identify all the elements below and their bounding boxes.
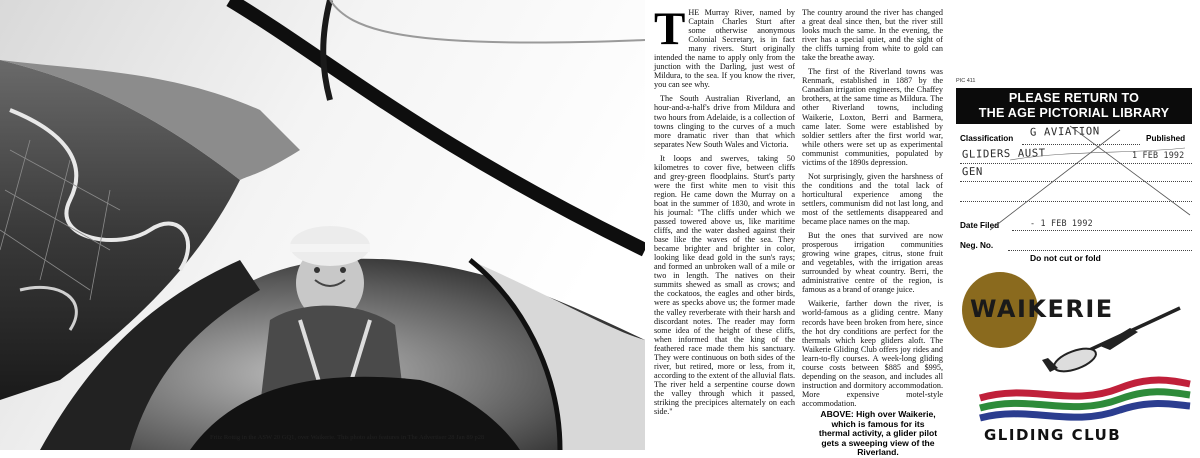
- article-paragraph: Waikerie, farther down the river, is world-famous as a gliding centre. Many records have been broken from here, since the hot dry conditions are perfect for the thermals which keep gliders aloft. The Waikerie Gliding Club offers joy rides and learn-to-fly courses. A week-long gliding course costs between $885 and $995, depending on the season, and includes all instruction and dormitory accommodation. More expensive motel-style accommodation.: [802, 299, 943, 408]
- drop-cap: T: [654, 3, 686, 55]
- published-label: Published: [1146, 134, 1186, 143]
- article-paragraph: But the ones that survived are now prosperous irrigation communities growing wine grapes, citrus, stone fruit and vegetables, with the irrigation areas surrounded by wheat country. Berri, the administrative centre of the region, is famous as a brand of orange juice.: [802, 231, 943, 295]
- article-text: HE Murray River, named by Captain Charles Sturt after some otherwise anonymous Colonial Secretary, is in fact many rivers. Sturt originally intended the name to apply only from the junction with the Darling, just west of Mildura, to the sea. If you know the river, you can see why.: [654, 8, 795, 90]
- published-stamp: 1 FEB 1992: [1132, 150, 1185, 160]
- handwritten-aviation: G AVIATION: [1029, 125, 1100, 139]
- logo-gliding-club-text: GLIDING CLUB: [984, 426, 1122, 444]
- pen-scribble-marks: [950, 120, 1200, 250]
- classification-label: Classification: [960, 134, 1014, 143]
- article-paragraph: [654, 3, 795, 90]
- photo-caption: Fritz Rottig in the ASW 20 GQ1, over Waikerie. This photo also features in The Advertiser 28 Jan 89 p28: [210, 434, 485, 441]
- return-banner: [956, 88, 1192, 124]
- date-filed-stamp: - 1 FEB 1992: [1030, 218, 1093, 228]
- card-code: PIC 411: [956, 78, 976, 84]
- logo-waikerie-text: WAIKERIE: [970, 295, 1114, 323]
- article-paragraph: The country around the river has changed a great deal since then, but the river still looks much the same. In the evening, the river has a special quiet, and the sight of the cliffs turning from white to gold can take the breathe away.: [802, 8, 943, 63]
- banner-line-2: THE AGE PICTORIAL LIBRARY: [978, 105, 1170, 120]
- article-column-1: [654, 3, 795, 421]
- article-paragraph: It loops and swerves, taking 50 kilometres to cover five, between cliffs and grey-green floodplains. Sturt's party were the first white men to visit this region. He came down the Murray on a boat in the summer of 1830, and wrote in his journal: "The cliffs under which we passed towered above us, like maritime cliffs, and the water dashed against their base like the waves of the sea. They became brighter and brighter in color, looking like dead gold in the sun's rays; and formed an unbroken wall of a mile or two in length. The natives on their summits shewed as small as crows; and the cockatoos, the eagles and other birds, were as specks above us; the former made the valley reverberate with their harsh and discordant notes. The reader may form some idea of the height of these cliffs, when informed that the king of the feathered race made them his sanctuary. They were continuous on both sides of the river, but retired, more or less, from it, according to the extent of the alluvial flats. The river held a serpentine course down the valley through which it passed, striking the precipices alternately on each side.": [654, 153, 795, 417]
- banner-line-1: PLEASE RETURN TO: [1008, 91, 1140, 105]
- neg-no-line: [1008, 250, 1192, 251]
- article-column-2: [802, 8, 943, 413]
- neg-no-label: Neg. No.: [960, 241, 994, 250]
- handwritten-gen: GEN: [961, 165, 984, 179]
- library-card: [950, 0, 1200, 450]
- date-filed-label: Date Filed: [960, 221, 1000, 230]
- article-paragraph: The first of the Riverland towns was Renmark, established in 1887 by the Canadian irrigation engineers, the Chaffey brothers, at the same time as Mildura. The other Riverland towns, including Waikerie, Loxton, Berri and Barmera, came later. Some were established by soldier settlers after the first world war, while others were set up as experimental communist communities, populated by victims of the 1890s depression.: [802, 67, 943, 167]
- article-photo-caption: ABOVE: High over Waikerie, which is famous for its thermal activity, a glider pilot gets a sweeping view of the Riverland.: [818, 409, 938, 458]
- newspaper-article: [650, 3, 945, 458]
- handwritten-gliders: GLIDERS AUST: [961, 147, 1046, 161]
- article-paragraph: Not surprisingly, given the harshness of the conditions and the total lack of horticultural experience among the settlers, communism did not last long, and most of the settlements disappeared and became place names on the map.: [802, 171, 943, 227]
- do-not-cut-notice: Do not cut or fold: [1030, 253, 1101, 263]
- article-paragraph: The South Australian Riverland, an hour-and-a-half's drive from Mildura and two hours from Adelaide, is a collection of towns clinging to the curves of a much more dramatic river than that which separates New South Wales and Victoria.: [654, 94, 795, 149]
